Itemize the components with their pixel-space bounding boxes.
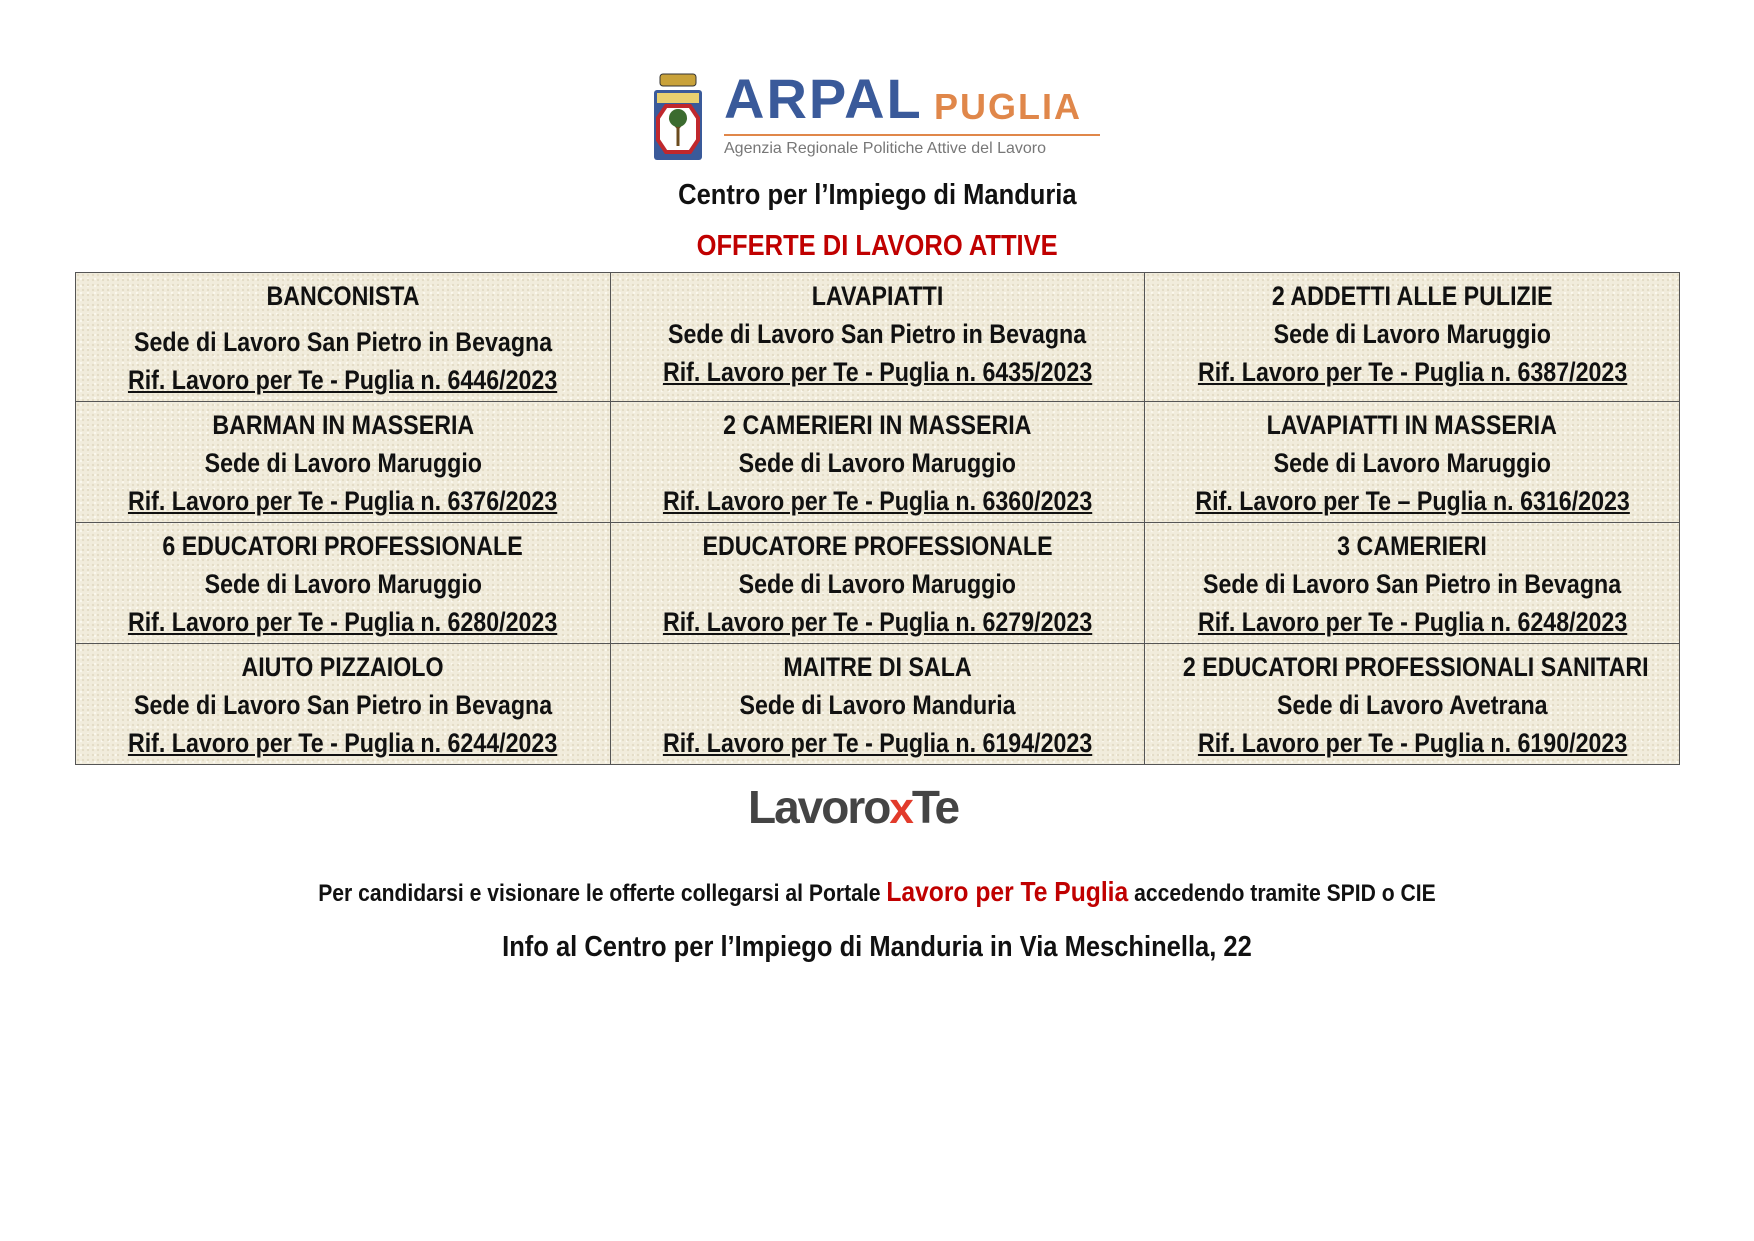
- job-title: LAVAPIATTI: [811, 281, 944, 311]
- logo-rule: [724, 134, 1100, 136]
- job-title: 2 CAMERIERI IN MASSERIA: [723, 410, 1032, 441]
- puglia-crest-icon: [652, 72, 704, 162]
- job-location: Sede di Lavoro Maruggio: [204, 569, 482, 600]
- job-reference-link[interactable]: Rif. Lavoro per Te - Puglia n. 6376/2023: [128, 486, 558, 517]
- job-offer-cell: [610, 273, 1145, 402]
- job-reference-link[interactable]: Rif. Lavoro per Te – Puglia n. 6316/2023: [1194, 486, 1630, 517]
- job-reference-link[interactable]: Rif. Lavoro per Te - Puglia n. 6190/2023: [1197, 728, 1627, 758]
- job-offer-cell: [1145, 644, 1680, 765]
- job-location: Sede di Lavoro San Pietro in Bevagna: [133, 327, 552, 357]
- table-row: [76, 523, 1680, 644]
- job-title: AIUTO PIZZAIOLO: [241, 652, 444, 682]
- job-offer-cell: [1145, 402, 1680, 523]
- job-reference-link[interactable]: Rif. Lavoro per Te - Puglia n. 6435/2023: [662, 357, 1093, 387]
- arpal-puglia-logo: ARPAL PUGLIA Agenzia Regionale Politiche Attive del Lavoro: [652, 72, 1102, 164]
- job-location: Sede di Lavoro Maruggio: [204, 448, 482, 479]
- job-offer-cell: [610, 402, 1145, 523]
- footer-address: Info al Centro per l’Impiego di Manduria in Via Meschinella, 22: [502, 931, 1252, 963]
- job-title: 2 EDUCATORI PROFESSIONALI SANITARI: [1183, 652, 1649, 682]
- job-offers-table: [75, 272, 1680, 765]
- footer-apply-info: Per candidarsi e visionare le offerte collegarsi al Portale Lavoro per Te Puglia accedendo tramite SPID o CIE: [318, 876, 1436, 907]
- table-row: [76, 402, 1680, 523]
- job-reference-link[interactable]: Rif. Lavoro per Te - Puglia n. 6248/2023: [1197, 607, 1627, 638]
- job-reference-link[interactable]: Rif. Lavoro per Te - Puglia n. 6360/2023: [662, 486, 1093, 517]
- job-location: Sede di Lavoro Maruggio: [1273, 448, 1551, 479]
- job-location: Sede di Lavoro Avetrana: [1276, 690, 1548, 720]
- job-reference-link[interactable]: Rif. Lavoro per Te - Puglia n. 6280/2023: [128, 607, 558, 638]
- job-reference-link[interactable]: Rif. Lavoro per Te - Puglia n. 6387/2023: [1197, 357, 1627, 387]
- job-offer-cell: [76, 273, 611, 402]
- job-location: Sede di Lavoro Manduria: [739, 690, 1016, 720]
- job-offer-cell: [1145, 523, 1680, 644]
- job-reference-link[interactable]: Rif. Lavoro per Te - Puglia n. 6194/2023: [662, 728, 1093, 758]
- job-reference-link[interactable]: Rif. Lavoro per Te - Puglia n. 6446/2023: [128, 365, 558, 395]
- portal-link[interactable]: Lavoro per Te Puglia: [886, 876, 1129, 907]
- job-location: Sede di Lavoro Maruggio: [738, 569, 1017, 600]
- job-title: BARMAN IN MASSERIA: [211, 410, 474, 441]
- job-location: Sede di Lavoro San Pietro in Bevagna: [1203, 569, 1622, 600]
- job-location: Sede di Lavoro Maruggio: [738, 448, 1017, 479]
- job-title: EDUCATORE PROFESSIONALE: [702, 531, 1053, 562]
- table-row: [76, 273, 1680, 402]
- job-title: 2 ADDETTI ALLE PULIZIE: [1271, 281, 1553, 311]
- x-mark-icon: x: [889, 784, 912, 833]
- job-offer-cell: [610, 644, 1145, 765]
- job-reference-link[interactable]: Rif. Lavoro per Te - Puglia n. 6279/2023: [662, 607, 1093, 638]
- job-offer-cell: [76, 523, 611, 644]
- job-offer-cell: [76, 402, 611, 523]
- table-row: [76, 644, 1680, 765]
- job-title: 3 CAMERIERI: [1337, 531, 1487, 562]
- job-title: 6 EDUCATORI PROFESSIONALE: [162, 531, 524, 562]
- job-location: Sede di Lavoro Maruggio: [1273, 319, 1551, 349]
- job-title: BANCONISTA: [266, 281, 420, 311]
- job-location: Sede di Lavoro San Pietro in Bevagna: [133, 690, 552, 720]
- lavoroxte-logo: LavoroxTe: [748, 781, 959, 833]
- job-location: Sede di Lavoro San Pietro in Bevagna: [668, 319, 1087, 349]
- page-title: Centro per l’Impiego di Manduria: [677, 179, 1077, 211]
- job-title: LAVAPIATTI IN MASSERIA: [1267, 410, 1558, 441]
- job-offer-cell: [76, 644, 611, 765]
- job-offer-cell: [610, 523, 1145, 644]
- job-offer-cell: [1145, 273, 1680, 402]
- page-subtitle: OFFERTE DI LAVORO ATTIVE: [696, 230, 1058, 262]
- job-title: MAITRE DI SALA: [783, 652, 972, 682]
- job-reference-link[interactable]: Rif. Lavoro per Te - Puglia n. 6244/2023: [128, 728, 558, 758]
